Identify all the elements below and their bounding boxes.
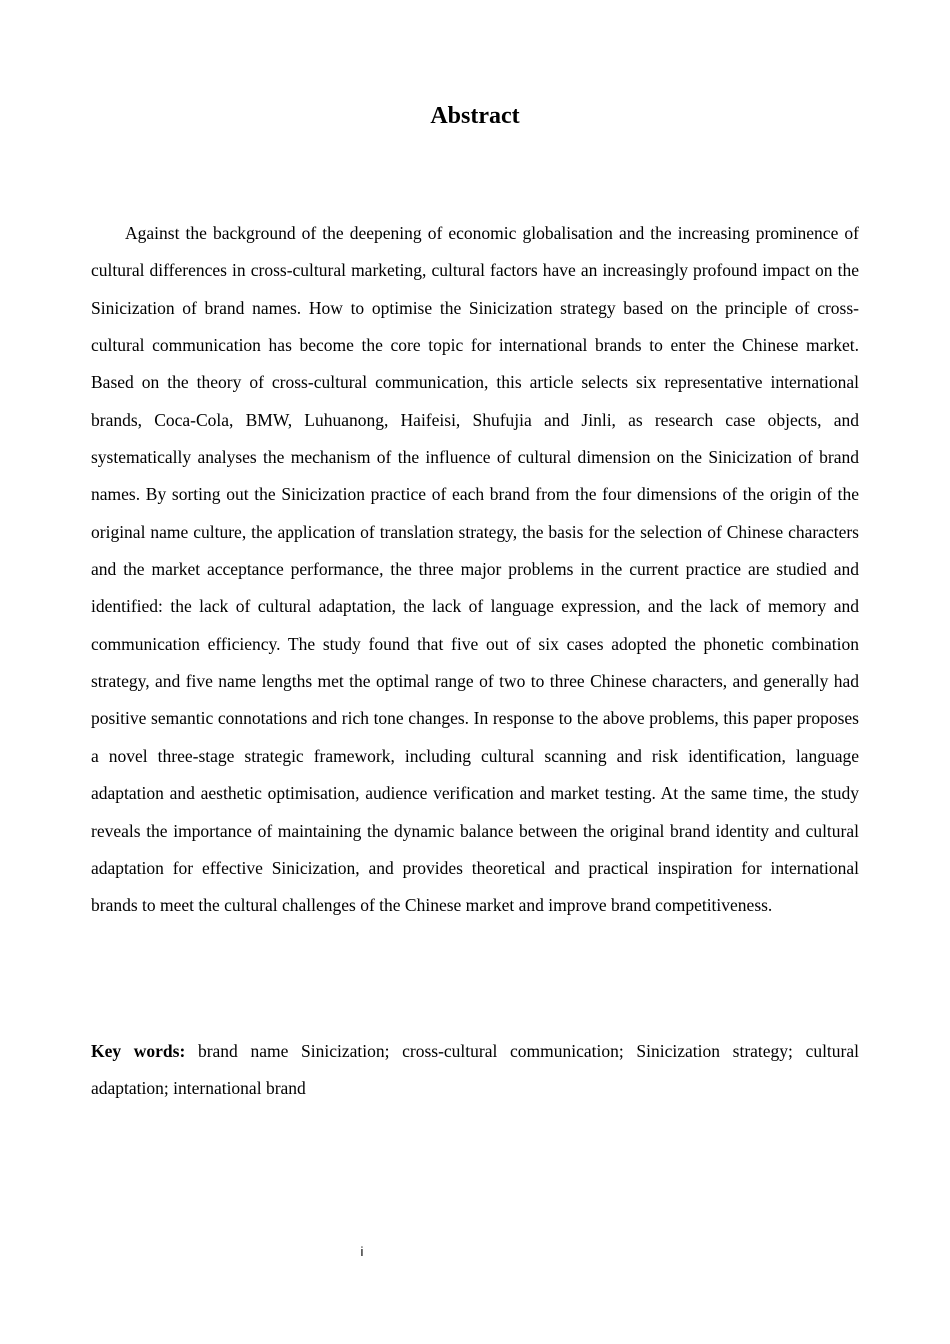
keywords-text: brand name Sinicization; cross-cultural communication; Sinicization strategy; cultural adaptation; international brand	[91, 1041, 860, 1099]
keywords-paragraph	[91, 1033, 859, 1108]
page-number: i	[360, 1244, 364, 1259]
abstract-paragraph: Against the background of the deepening of economic globalisation and the increasing prominence of cultural differences in cross-cultural marketing, cultural factors have an increasingly profound impact on the Sinicization of brand names. How to optimise the Sinicization strategy based on the principle of cross-cultural communication has become the core topic for international brands to enter the Chinese market. Based on the theory of cross-cultural communication, this article selects six representative international brands, Coca-Cola, BMW, Luhuanong, Haifeisi, Shufujia and Jinli, as research case objects, and systematically analyses the mechanism of the influence of cultural dimension on the Sinicization of brand names. By sorting out the Sinicization practice of each brand from the four dimensions of the origin of the original name culture, the application of translation strategy, the basis for the selection of Chinese characters and the market acceptance performance, the three major problems in the current practice are studied and identified: the lack of cultural adaptation, the lack of language expression, and the lack of memory and communication efficiency. The study found that five out of six cases adopted the phonetic combination strategy, and five name lengths met the optimal range of two to three Chinese characters, and generally had positive semantic connotations and rich tone changes. In response to the above problems, this paper proposes a novel three-stage strategic framework, including cultural scanning and risk identification, language adaptation and aesthetic optimisation, audience verification and market testing. At the same time, the study reveals the importance of maintaining the dynamic balance between the original brand identity and cultural adaptation for effective Sinicization, and provides theoretical and practical inspiration for international brands to meet the cultural challenges of the Chinese market and improve brand competitiveness.	[91, 223, 859, 916]
page-title: Abstract	[430, 103, 520, 129]
keywords-label: Key words:	[91, 1041, 186, 1061]
